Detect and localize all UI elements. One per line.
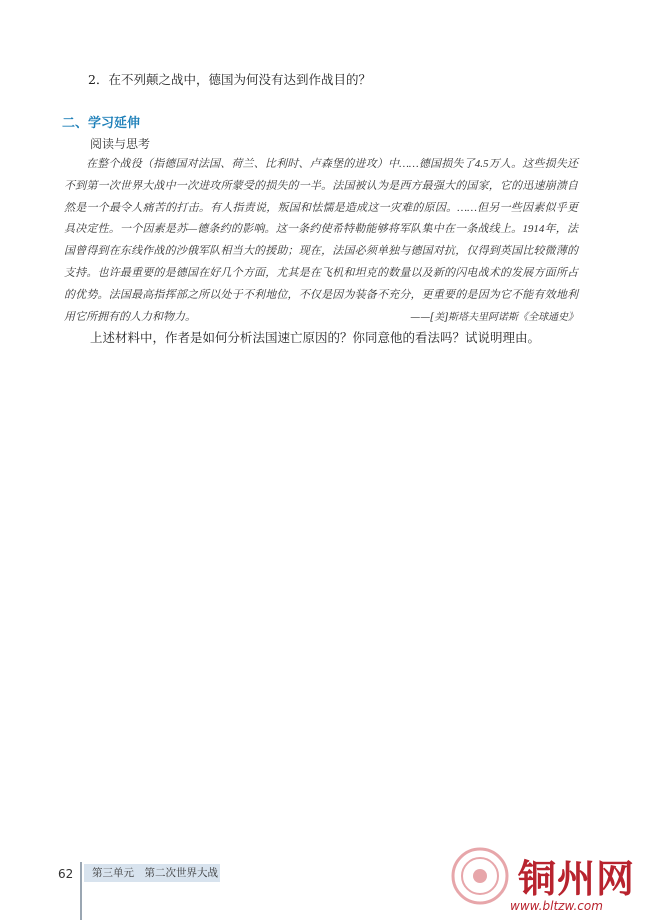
footer-divider (80, 862, 82, 920)
question-2: 2．在不列颠之战中，德国为何没有达到作战目的？ (88, 72, 371, 87)
excerpt-source: ——[美]斯塔夫里阿诺斯《全球通史》 (410, 312, 578, 323)
excerpt-paragraph: 在整个战役（指德国对法国、荷兰、比利时、卢森堡的进攻）中……德国损失了4.5万人。这些损失还不到第一次世界大战中一次进攻所蒙受的损失的一半。法国被认为是西方最强大的国家，它的迅速崩溃自然是一个最令人痛苦的打击。有人指责说，叛国和怯懦是造成这一灾难的原因。……但另一些因素似乎更具决定性。一个因素是苏—德条约的影响。这一条约使希特勒能够将军队集中在一条战线上。1914年，法国曾得到在东线作战的沙俄军队相当大的援助；现在，法国必须单独与德国对抗，仅得到英国比较微薄的支持。也许最重要的是德国在好几个方面，尤其是在飞机和坦克的数量以及新的闪电战术的发展方面所占的优势。法国最高指挥部之所以处于不利地位，不仅是因为装备不充分，更重要的是因为它不能有效地利用它所拥有的人力和物力。 (64, 158, 578, 323)
watermark-url: www.bltzw.com (510, 899, 603, 913)
discussion-question: 上述材料中，作者是如何分析法国速亡原因的？你同意他的看法吗？试说明理由。 (90, 330, 541, 345)
page-number: 62 (58, 867, 74, 881)
unit-label: 第三单元 第二次世界大战 (92, 867, 218, 879)
watermark-seal-icon (450, 846, 510, 906)
section-subtitle: 阅读与思考 (90, 137, 151, 151)
watermark-name: 铜州网 (518, 857, 636, 901)
section-title: 二、学习延伸 (62, 116, 141, 131)
reading-excerpt (64, 154, 578, 328)
unit-label-bar (84, 864, 220, 882)
